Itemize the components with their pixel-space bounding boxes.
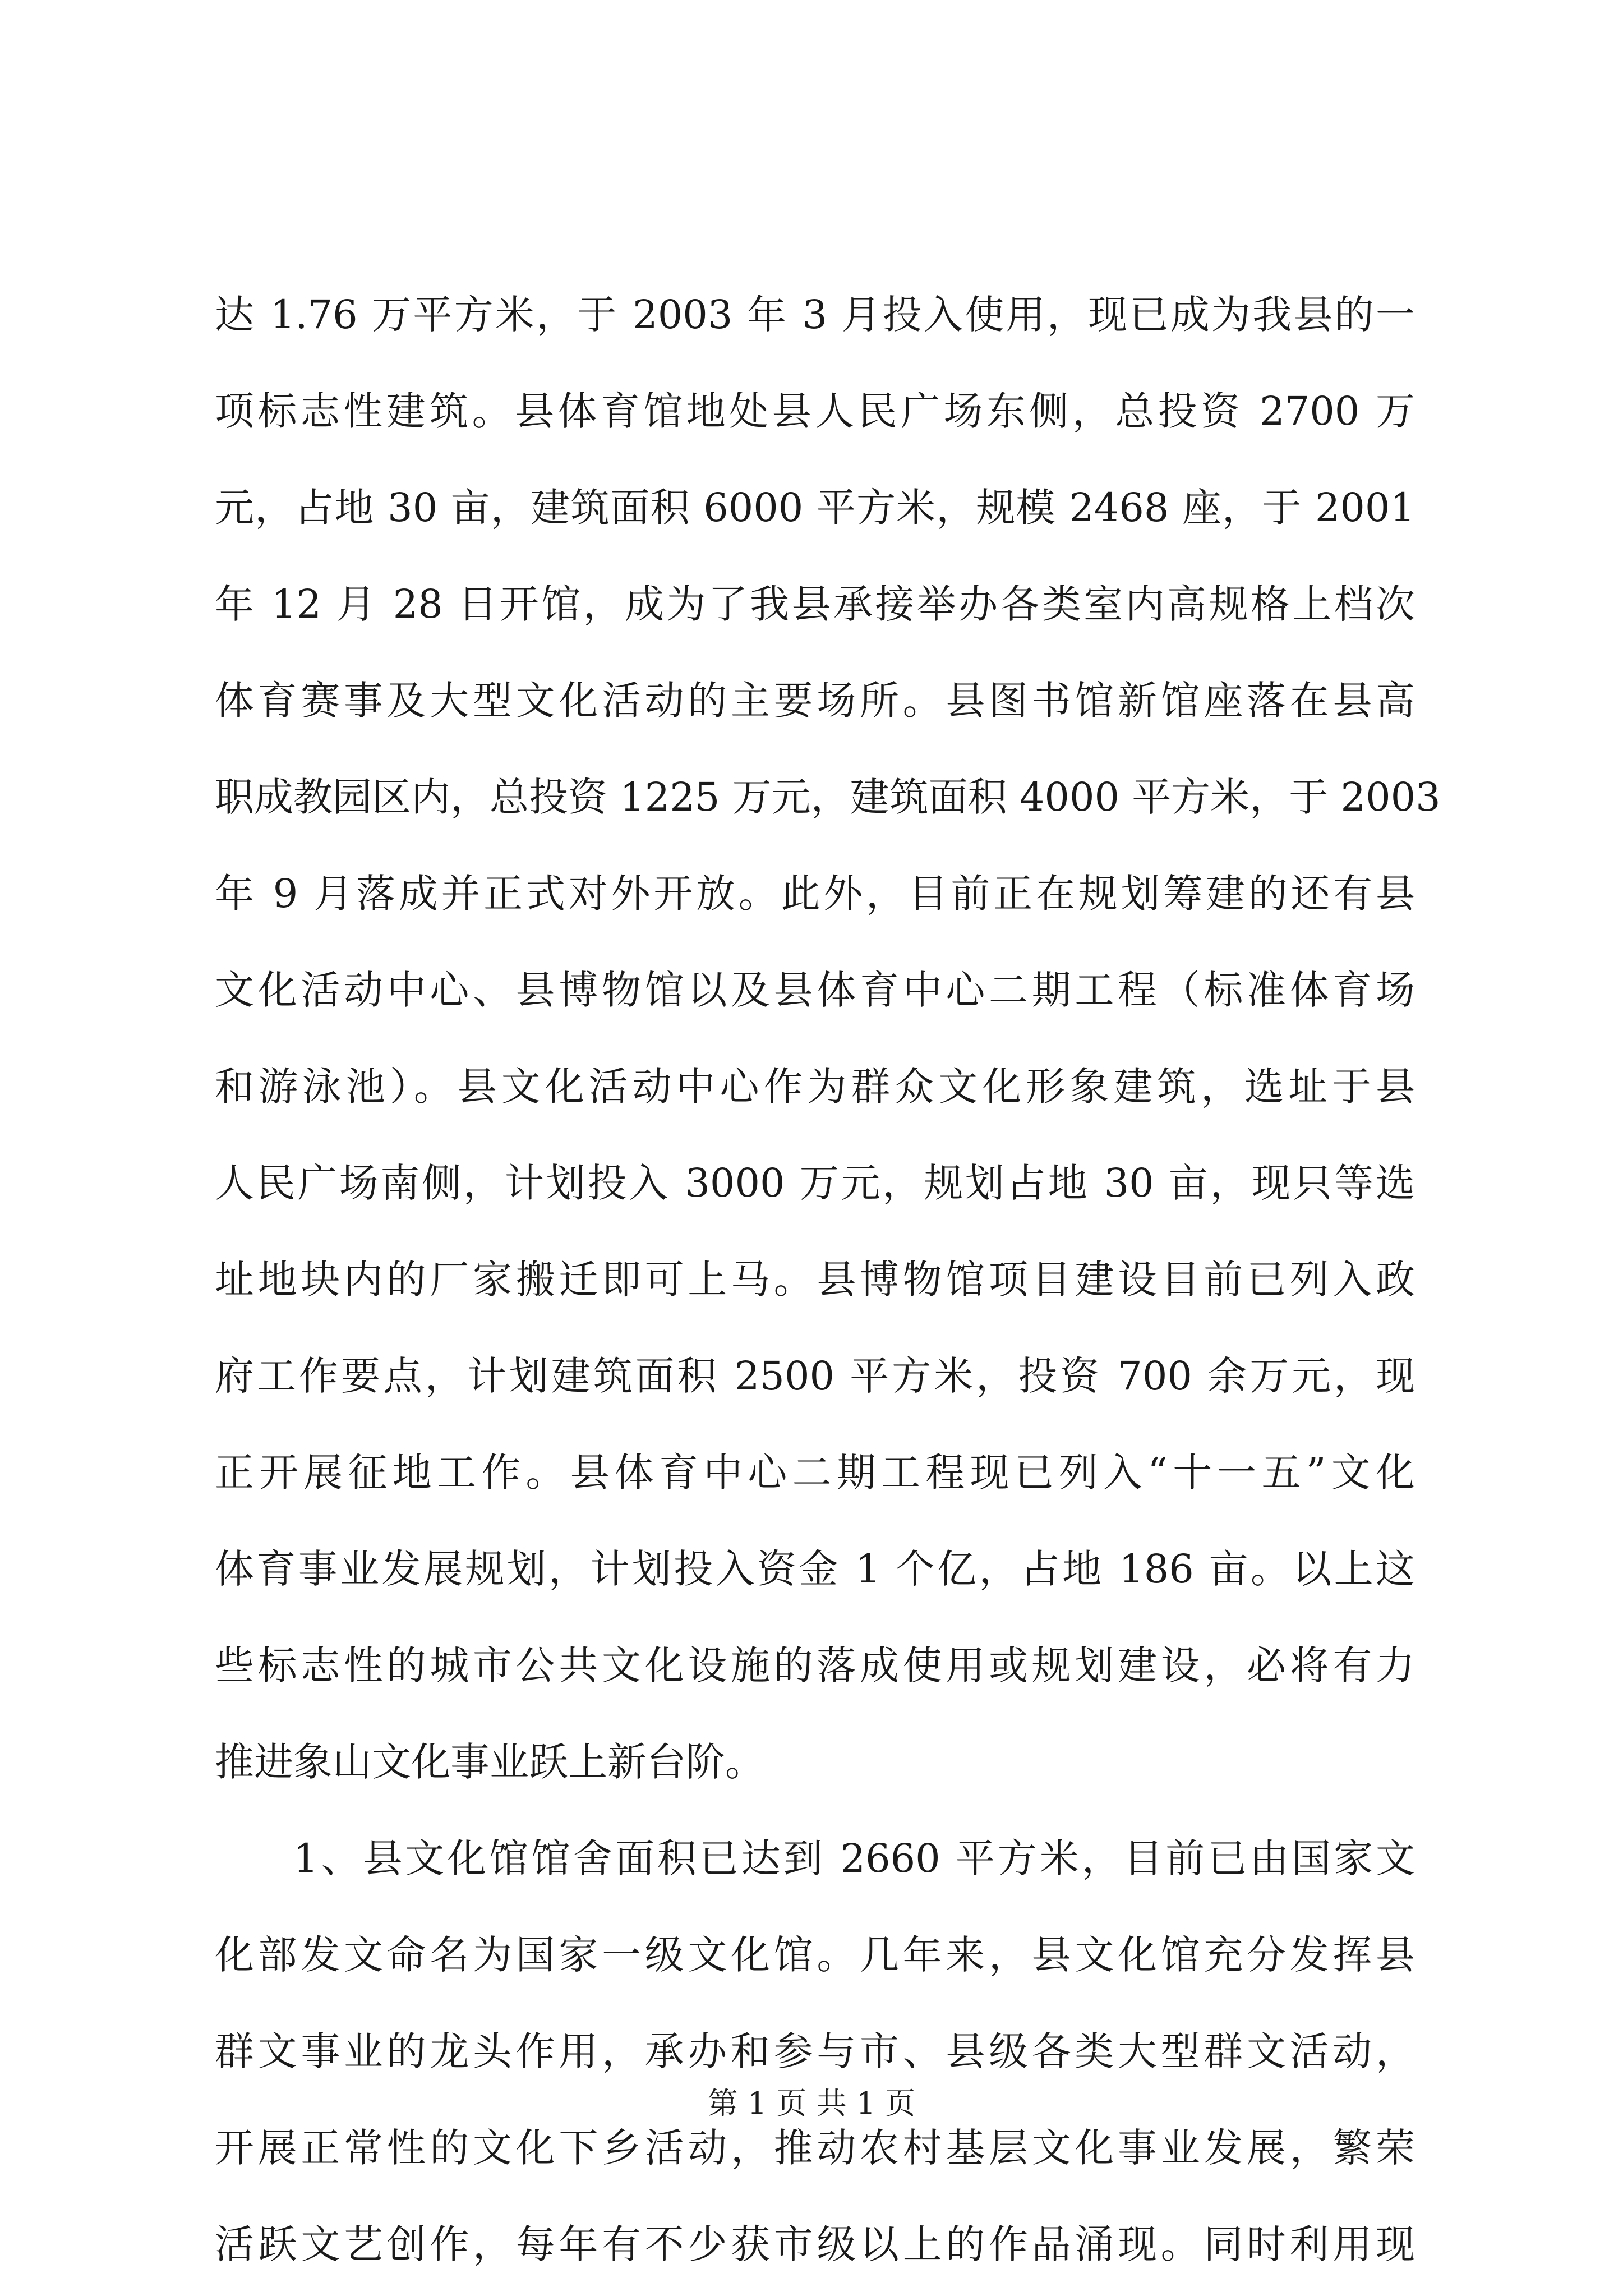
text-line: 和游泳池）。县文化活动中心作为群众文化形象建筑，选址于县: [215, 1064, 1415, 1110]
page-number-footer: 第 1 页 共 1 页: [707, 2086, 916, 2121]
text-line: 开展正常性的文化下乡活动，推动农村基层文化事业发展，繁荣: [215, 2125, 1415, 2171]
text-line: 年 9 月落成并正式对外开放。此外，目前正在规划筹建的还有县: [215, 871, 1415, 917]
text-line: 正开展征地工作。县体育中心二期工程现已列入“十一五”文化: [215, 1450, 1415, 1496]
text-line: 址地块内的厂家搬迁即可上马。县博物馆项目建设目前已列入政: [215, 1257, 1415, 1303]
text-line: 府工作要点，计划建筑面积 2500 平方米，投资 700 余万元，现: [215, 1353, 1415, 1399]
text-line: 人民广场南侧，计划投入 3000 万元，规划占地 30 亩，现只等选: [215, 1160, 1415, 1206]
text-line: 达 1.76 万平方米，于 2003 年 3 月投入使用，现已成为我县的一: [215, 292, 1415, 338]
document-body: [215, 266, 1441, 2293]
text-line: 群文事业的龙头作用，承办和参与市、县级各类大型群文活动，: [215, 2028, 1415, 2074]
text-line: 体育事业发展规划，计划投入资金 1 个亿，占地 186 亩。以上这: [215, 1546, 1415, 1592]
text-line: 些标志性的城市公共文化设施的落成使用或规划建设，必将有力: [215, 1642, 1415, 1688]
text-line: 活跃文艺创作，每年有不少获市级以上的作品涌现。同时利用现: [215, 2221, 1415, 2267]
text-line: 项标志性建筑。县体育馆地处县人民广场东侧，总投资 2700 万: [215, 388, 1415, 434]
text-line: 年 12 月 28 日开馆，成为了我县承接举办各类室内高规格上档次: [215, 581, 1415, 627]
text-line: 文化活动中心、县博物馆以及县体育中心二期工程（标准体育场: [215, 967, 1415, 1013]
text-line: 职成教园区内，总投资 1225 万元，建筑面积 4000 平方米，于 2003: [215, 774, 1441, 820]
text-line: 体育赛事及大型文化活动的主要场所。县图书馆新馆座落在县高: [215, 678, 1415, 724]
text-line: 元，占地 30 亩，建筑面积 6000 平方米，规模 2468 座，于 2001: [215, 485, 1415, 531]
text-line: 化部发文命名为国家一级文化馆。几年来，县文化馆充分发挥县: [215, 1932, 1415, 1978]
text-line-paragraph-start: 1、县文化馆馆舍面积已达到 2660 平方米，目前已由国家文: [293, 1835, 1415, 1881]
text-line-paragraph-end: 推进象山文化事业跃上新台阶。: [215, 1739, 764, 1785]
